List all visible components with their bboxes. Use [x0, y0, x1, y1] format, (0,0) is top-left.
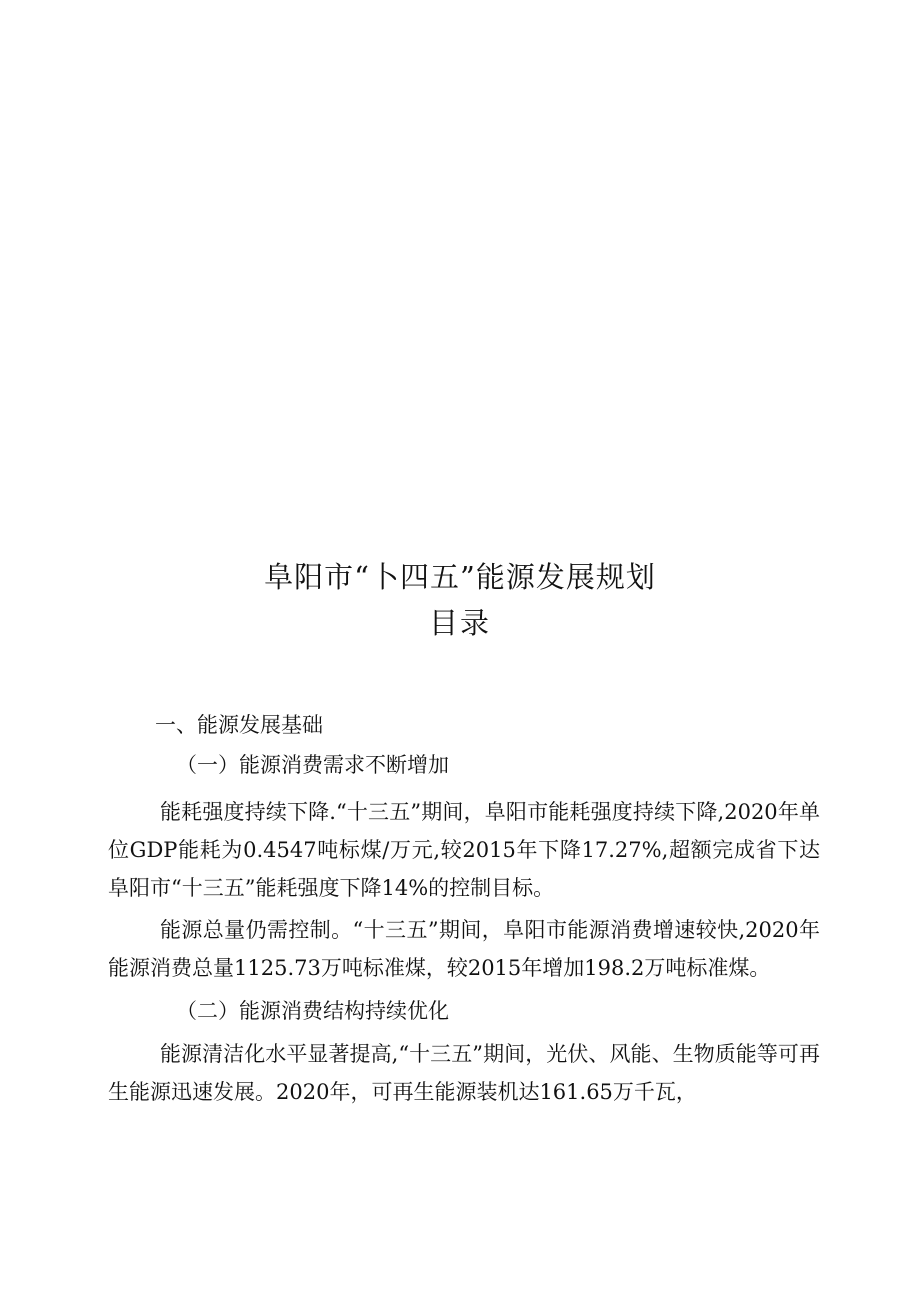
paragraph-energy-total: 能源总量仍需控制。“十三五”期间，阜阳市能源消费增速较快,2020年能源消费总量1125.73万吨标准煤，较2015年增加198.2万吨标准煤。 — [108, 918, 820, 980]
document-title: 阜阳市“卜四五”能源发展规划 — [264, 560, 656, 594]
title-block — [0, 554, 920, 646]
paragraph-clean-energy: 能源清洁化水平显著提高,“十三五”期间，光伏、风能、生物质能等可再生能源迅速发展。2020年，可再生能源装机达161.65万千瓦， — [108, 1042, 820, 1104]
section-heading-1: 一、能源发展基础 — [155, 713, 323, 737]
document-body — [108, 705, 820, 1111]
subsection-heading-1-1: （一）能源消费需求不断增加 — [176, 753, 449, 777]
table-of-contents-heading: 目录 — [428, 606, 491, 640]
subsection-heading-1-2: （二）能源消费结构持续优化 — [176, 999, 449, 1023]
paragraph-energy-intensity: 能耗强度持续下降.“十三五”期间，阜阳市能耗强度持续下降,2020年单位GDP能耗为0.4547吨标煤/万元,较2015年下降17.27%,超额完成省下达阜阳市“十三五”能耗强度下降14%的控制目标。 — [108, 800, 820, 900]
